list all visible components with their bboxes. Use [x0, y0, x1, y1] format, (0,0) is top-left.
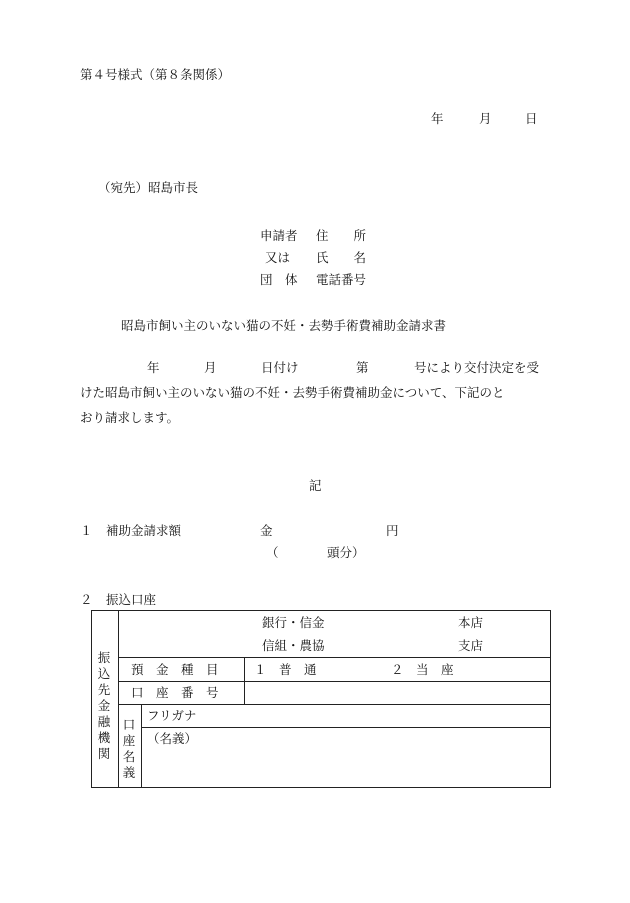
- account-number-label: 口 座 番 号: [131, 685, 219, 700]
- deposit-type-futsu: １ 普 通: [254, 662, 317, 677]
- side-label-char: 関: [97, 746, 111, 761]
- side-label-char: 振: [97, 650, 111, 665]
- date-day: 日: [525, 111, 538, 126]
- deposit-type-toza: ２ 当 座: [391, 662, 454, 677]
- account-number-field[interactable]: [246, 681, 546, 703]
- side-label-char: 込: [97, 666, 111, 681]
- meigi-label: （名義）: [147, 731, 198, 746]
- side-label-char: 融: [97, 714, 111, 729]
- form-number: 第４号様式（第８条関係）: [80, 67, 231, 82]
- applicant-label-2: 又は: [265, 250, 291, 265]
- item1-head-count: 頭分）: [327, 545, 365, 560]
- item1-paren-open: （: [266, 545, 279, 560]
- date-year: 年: [431, 111, 444, 126]
- item2-number: ２: [80, 592, 93, 607]
- body-no: 第: [356, 360, 369, 375]
- body-year: 年: [147, 360, 160, 375]
- date-month: 月: [479, 111, 492, 126]
- applicant-label-3: 団 体: [260, 272, 298, 287]
- body-line3: おり請求します。: [80, 410, 180, 425]
- item1-yen: 円: [386, 523, 399, 538]
- item1-number: １: [80, 523, 93, 538]
- body-line1-rest: 号により交付決定を受: [414, 360, 540, 375]
- branch-shiten: 支店: [458, 638, 484, 653]
- item1-label: 補助金請求額: [106, 523, 182, 538]
- side-label-char: 金: [97, 698, 111, 713]
- branch-honten: 本店: [458, 615, 484, 630]
- side-label-char: 先: [97, 682, 111, 697]
- bank-type-1: 銀行・信金: [262, 615, 325, 630]
- item2-label: 振込口座: [106, 592, 157, 607]
- body-dated: 日付け: [261, 360, 299, 375]
- body-line2: けた昭島市飼い主のいない猫の不妊・去勢手術費補助金について、下記のと: [80, 385, 505, 400]
- applicant-label-1: 申請者: [260, 228, 298, 243]
- body-month: 月: [204, 360, 217, 375]
- side-label-financial-institution: [93, 650, 115, 762]
- applicant-field-name: 氏 名: [316, 250, 367, 265]
- addressee: （宛先）昭島市長: [98, 180, 199, 195]
- deposit-type-label: 預 金 種 目: [131, 662, 219, 677]
- bank-type-2: 信組・農協: [262, 638, 325, 653]
- document-title: 昭島市飼い主のいない猫の不妊・去勢手術費補助金請求書: [121, 318, 447, 333]
- holder-label-char: 名: [122, 749, 136, 764]
- item1-kin: 金: [260, 523, 273, 538]
- holder-label-char: 口: [122, 717, 136, 732]
- applicant-field-address: 住 所: [316, 228, 367, 243]
- holder-label-char: 義: [122, 765, 136, 780]
- side-label-char: 機: [97, 730, 111, 745]
- holder-label-char: 座: [122, 733, 136, 748]
- ki-heading: 記: [309, 478, 322, 493]
- account-holder-label: [118, 717, 140, 781]
- furigana-label: フリガナ: [147, 708, 197, 723]
- applicant-field-phone: 電話番号: [316, 272, 367, 287]
